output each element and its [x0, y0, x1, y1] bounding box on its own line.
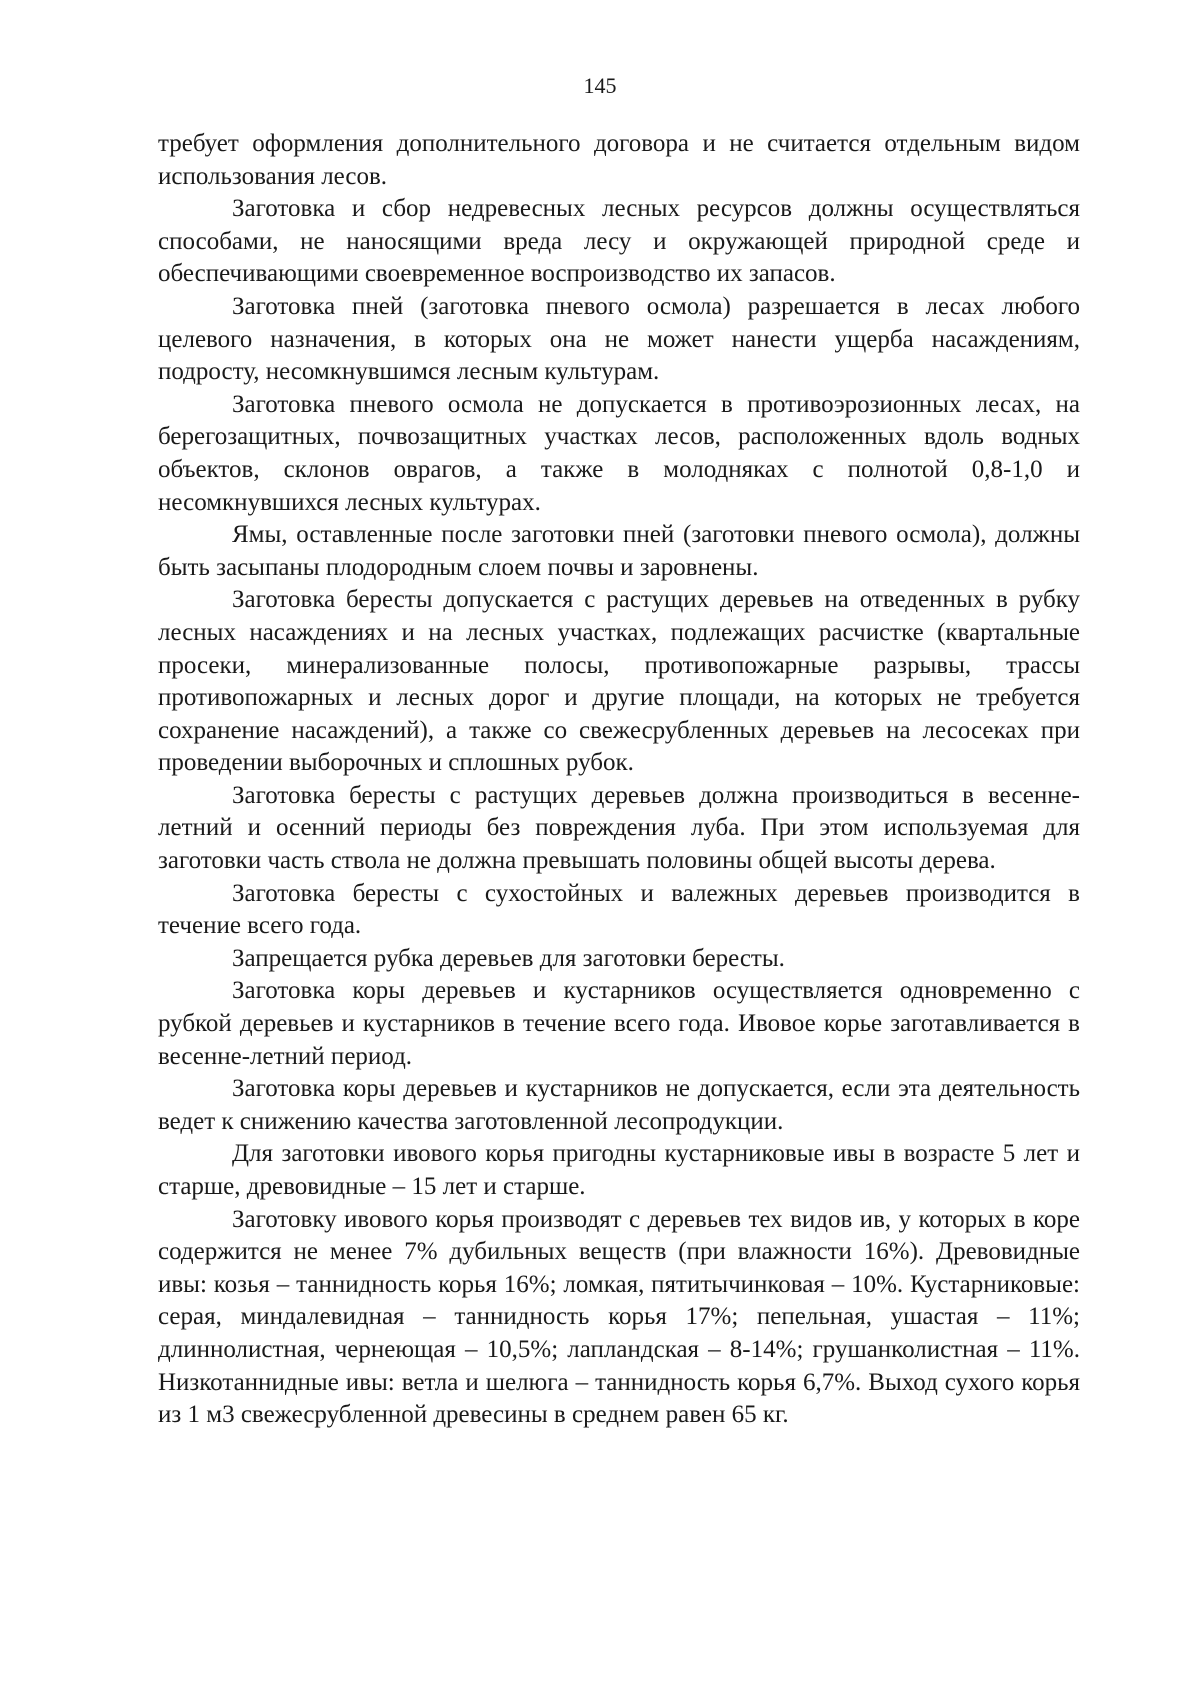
paragraph-willow-tannin: Заготовку ивового корья производят с деревьев тех видов ив, у которых в коре содержится не менее 7% дубильных веществ (при влажности 16%). Древовидные ивы: козья – таннидность корья 16%; ломкая, пятитычинковая – 10%. Кустарниковые: серая, миндалевидная – таннидность корья 17%; пепельная, ушастая – 11%; длиннолистная, чернеющая – 10,5%; лапландская – 8-14%; грушанколистная – 11%. Низкотаннидные ивы: ветла и шелюга – таннидность корья 6,7%. Выход сухого корья из 1 м3 свежесрубленной древесины в среднем равен 65 кг. [158, 1205, 1080, 1429]
paragraph-bark-harvesting: Заготовка коры деревьев и кустарников осуществляется одновременно с рубкой деревьев и кустарников в течение всего года. Ивовое корье заготавливается в весенне-летний период. [158, 977, 1080, 1070]
paragraph-bark-restriction: Заготовка коры деревьев и кустарников не допускается, если эта деятельность ведет к снижению качества заготовленной лесопродукции. [158, 1075, 1080, 1135]
paragraph-birch-bark-period: Заготовка бересты с растущих деревьев должна производиться в весенне-летний и осенний периоды без повреждения луба. При этом используемая для заготовки часть ствола не должна превышать половины общей высоты дерева. [158, 781, 1080, 875]
paragraph-willow-age: Для заготовки ивового корья пригодны кустарниковые ивы в возрасте 5 лет и старше, древовидные – 15 лет и старше. [158, 1140, 1080, 1200]
document-body [158, 128, 1080, 1432]
paragraph-nontimber-resources: Заготовка и сбор недревесных лесных ресурсов должны осуществляться способами, не наносящими вреда лесу и окружающей природной среде и обеспечивающими своевременное воспроизводство их запасов. [158, 195, 1080, 288]
paragraph-continuation: требует оформления дополнительного договора и не считается отдельным видом использования лесов. [158, 130, 1080, 190]
paragraph-birch-bark-allowed: Заготовка бересты допускается с растущих деревьев на отведенных в рубку лесных насаждениях и на лесных участках, подлежащих расчистке (квартальные просеки, минерализованные полосы, противопожарные разрывы, трассы противопожарных и лесных дорог и другие площади, на которых не требуется сохранение насаждений), а также со свежесрубленных деревьев на лесосеках при проведении выборочных и сплошных рубок. [158, 586, 1080, 777]
paragraph-birch-bark-prohibition: Запрещается рубка деревьев для заготовки бересты. [232, 944, 785, 972]
page-number: 145 [583, 73, 617, 98]
paragraph-stump-harvesting: Заготовка пней (заготовка пневого осмола) разрешается в лесах любого целевого назначения, в которых она не может нанести ущерба насаждениям, подросту, несомкнувшимся лесным культурам. [158, 292, 1080, 386]
paragraph-birch-bark-deadwood: Заготовка бересты с сухостойных и валежных деревьев производится в течение всего года. [158, 879, 1080, 940]
paragraph-stump-resin-restrictions: Заготовка пневого осмола не допускается в противоэрозионных лесах, на берегозащитных, почвозащитных участках лесов, расположенных вдоль водных объектов, склонов оврагов, а также в молодняках с полнотой 0,8-1,0 и несомкнувшихся лесных культурах. [158, 390, 1080, 516]
paragraph-pits: Ямы, оставленные после заготовки пней (заготовки пневого осмола), должны быть засыпаны плодородным слоем почвы и заровнены. [158, 521, 1080, 581]
